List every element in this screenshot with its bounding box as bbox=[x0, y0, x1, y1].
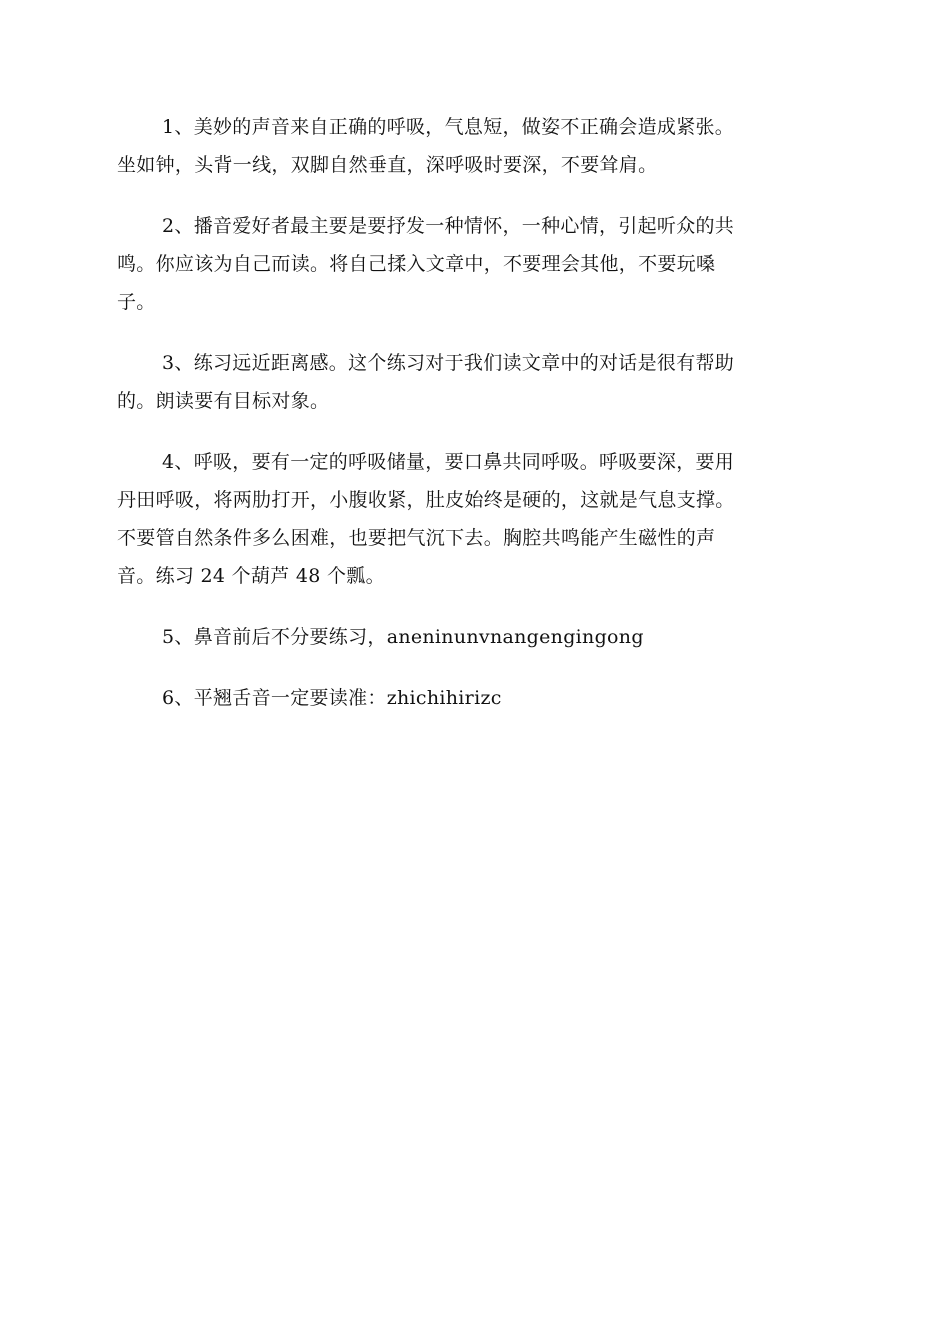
paragraph-line: 不要管自然条件多么困难，也要把气沉下去。胸腔共鸣能产生磁性的声 bbox=[117, 527, 716, 549]
paragraph-line: 子。 bbox=[117, 291, 156, 313]
paragraph-5 bbox=[117, 618, 829, 656]
paragraph-3 bbox=[117, 344, 829, 420]
paragraph-line: 丹田呼吸，将两肋打开，小腹收紧，肚皮始终是硬的，这就是气息支撑。 bbox=[117, 489, 735, 511]
paragraph-line: 1、美妙的声音来自正确的呼吸，气息短，做姿不正确会造成紧张。 bbox=[162, 116, 735, 138]
paragraph-6 bbox=[117, 679, 829, 717]
paragraph-4 bbox=[117, 443, 829, 595]
paragraph-1 bbox=[117, 108, 829, 184]
paragraph-line: 3、练习远近距离感。这个练习对于我们读文章中的对话是很有帮助 bbox=[162, 352, 735, 374]
paragraph-line: 的。朗读要有目标对象。 bbox=[117, 390, 330, 412]
paragraph-line: 鸣。你应该为自己而读。将自己揉入文章中，不要理会其他，不要玩嗓 bbox=[117, 253, 716, 275]
paragraph-line: 音。练习 24 个葫芦 48 个瓢。 bbox=[117, 565, 385, 587]
paragraph-line: 5、鼻音前后不分要练习，aneninunvnangengingong bbox=[162, 626, 644, 648]
paragraph-line: 4、呼吸，要有一定的呼吸储量，要口鼻共同呼吸。呼吸要深，要用 bbox=[162, 451, 735, 473]
paragraph-line: 坐如钟，头背一线，双脚自然垂直，深呼吸时要深，不要耸肩。 bbox=[117, 154, 658, 176]
paragraph-2 bbox=[117, 207, 829, 321]
document-body bbox=[117, 108, 829, 740]
paragraph-line: 2、播音爱好者最主要是要抒发一种情怀，一种心情，引起听众的共 bbox=[162, 215, 735, 237]
paragraph-line: 6、平翘舌音一定要读准：zhichihirizc bbox=[162, 687, 502, 709]
